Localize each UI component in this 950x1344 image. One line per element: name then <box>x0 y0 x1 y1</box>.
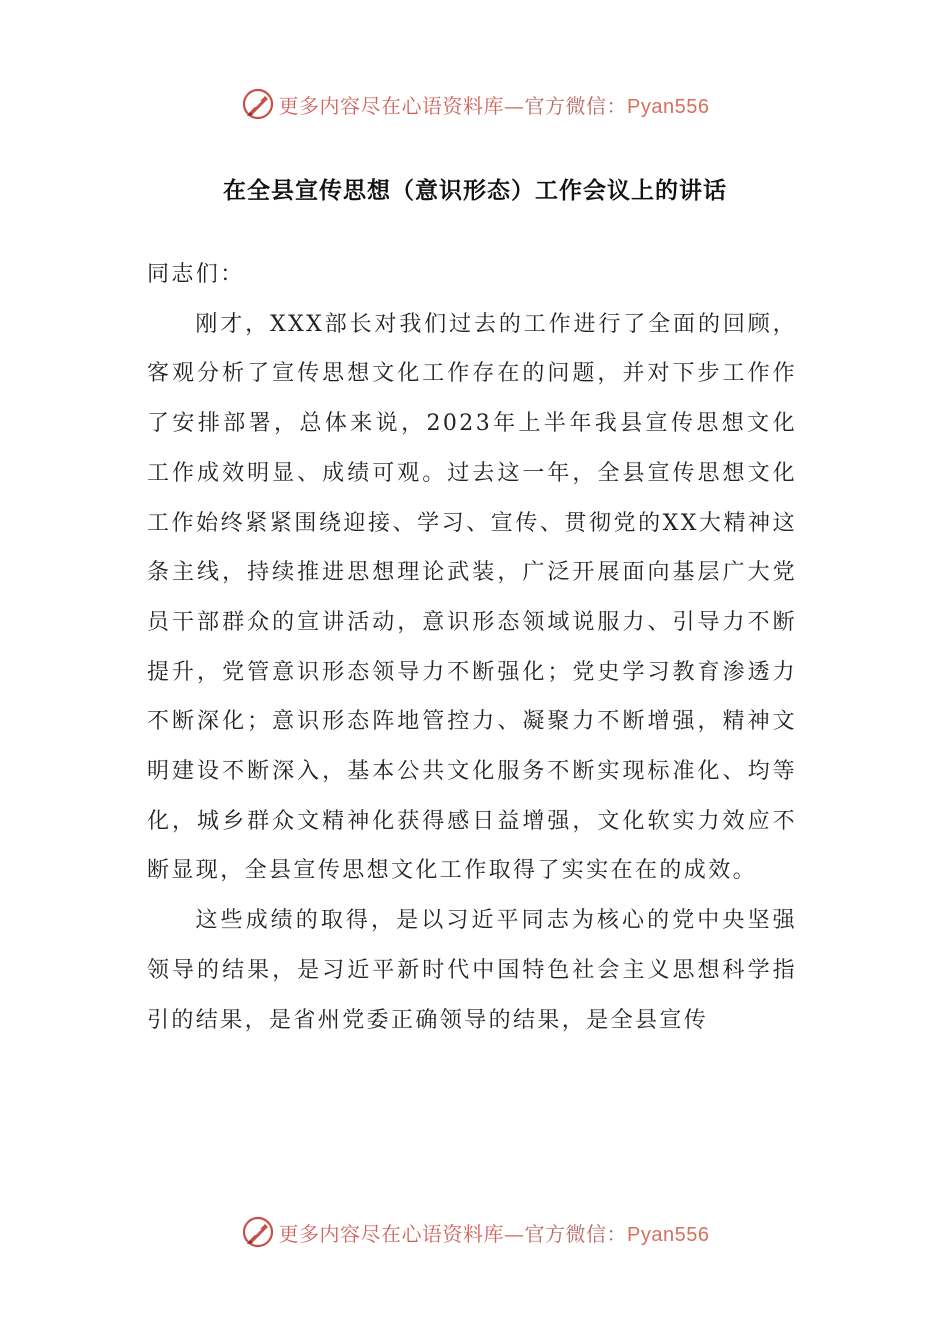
watermark-official: 官方微信： <box>524 93 628 118</box>
document-body <box>147 250 797 1045</box>
header-watermark <box>0 84 950 124</box>
footer-watermark <box>0 1212 950 1252</box>
quill-logo-icon <box>241 87 275 121</box>
watermark-official: 官方微信： <box>524 1221 628 1246</box>
watermark-wechat-id: Pyan556 <box>627 95 710 118</box>
watermark-separator: — <box>504 1221 525 1246</box>
quill-logo-icon <box>241 1215 275 1249</box>
watermark-brand: 更多内容尽在心语资料库 <box>278 93 505 118</box>
watermark-separator: — <box>504 93 525 118</box>
watermark-banner <box>241 1215 710 1249</box>
watermark-brand: 更多内容尽在心语资料库 <box>278 1221 505 1246</box>
paragraph-2: 这些成绩的取得，是以习近平同志为核心的党中央坚强领导的结果，是习近平新时代中国特色社会主义思想科学指引的结果，是省州党委正确领导的结果，是全县宣传 <box>147 908 797 1033</box>
paragraph-1: 刚才，XXX部长对我们过去的工作进行了全面的回顾，客观分析了宣传思想文化工作存在的问题，并对下步工作作了安排部署，总体来说，2023年上半年我县宣传思想文化工作成效明显、成绩可观。过去这一年，全县宣传思想文化工作始终紧紧围绕迎接、学习、宣传、贯彻党的XX大精神这条主线，持续推进思想理论武装，广泛开展面向基层广大党员干部群众的宣讲活动，意识形态领域说服力、引导力不断提升，党管意识形态领导力不断强化；党史学习教育渗透力不断深化；意识形态阵地管控力、凝聚力不断增强，精神文明建设不断深入，基本公共文化服务不断实现标准化、均等化，城乡群众文精神化获得感日益增强，文化软实力效应不断显现，全县宣传思想文化工作取得了实实在在的成效。 <box>147 311 797 884</box>
watermark-banner <box>241 87 710 121</box>
document-title: 在全县宣传思想（意识形态）工作会议上的讲话 <box>223 178 727 204</box>
watermark-wechat-id: Pyan556 <box>627 1223 710 1246</box>
salutation: 同志们： <box>147 262 245 287</box>
